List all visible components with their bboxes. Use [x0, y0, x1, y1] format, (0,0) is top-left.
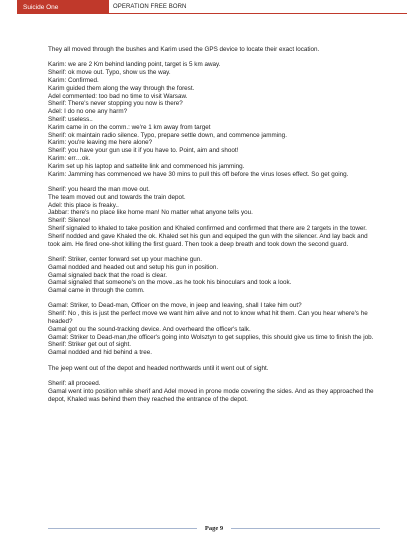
- page-footer: [48, 523, 380, 533]
- paragraph: [48, 46, 380, 54]
- chapter-title: OPERATION FREE BORN: [109, 0, 407, 14]
- book-title: Suicide One: [17, 0, 109, 14]
- text-line: They all moved through the bushes and Karim used the GPS device to locate their exact location.: [48, 46, 320, 53]
- text-line: Karim: Confirmed.: [48, 76, 99, 84]
- text-line: Gamal went into position while sherif and Adel moved in prone mode covering the sides. And as they approached the depot, Khaled was behind them they reached the entrance of the depot.: [48, 387, 374, 403]
- text-line: Karim: Jamming has commenced we have 30 mins to pull this off before the virus loses effect. So get going.: [48, 170, 349, 178]
- text-line: Sherif signaled to khaled to take position and Khaled confirmed and confirmed that there are 2 targets in the tower.: [48, 224, 367, 232]
- text-line: Karim came in on the comm.: we're 1 km away from target: [48, 123, 211, 131]
- text-line: Sherif: No , this is just the perfect move we want him alive and not to know what hit them. Can you hear where's he headed?: [48, 310, 368, 326]
- page-body: [48, 46, 380, 411]
- text-line: Karim guided them along the way through the forest.: [48, 84, 195, 92]
- page-number: Page 9: [204, 524, 224, 532]
- text-line: Sherif: ok maintain radio silence. Typo, prepare settle down, and commence jamming.: [48, 131, 287, 139]
- text-line: Sherif: you heard the man move out.: [48, 185, 150, 193]
- footer-rule-right: [231, 528, 380, 529]
- text-line: Gamal: Striker to Dead-man,the officer's going into Wolsztyn to get supplies, this should give us time to finish the job.: [48, 333, 374, 341]
- text-line: Sherif: useless..: [48, 115, 93, 123]
- footer-rule-left: [48, 528, 197, 529]
- text-line: Adel commented: too bad no time to visit Warsaw.: [48, 92, 188, 100]
- paragraph: [48, 302, 380, 357]
- text-line: Sherif: Striker, center forward set up your machine gun.: [48, 255, 202, 263]
- paragraph: [48, 365, 380, 373]
- text-line: Karim set up his laptop and sattelite link and commenced his jamming.: [48, 162, 245, 170]
- paragraph: [48, 256, 380, 295]
- text-line: Karim: we are 2 Km behind landing point, target is 5 km away.: [48, 61, 221, 69]
- text-line: The jeep went out of the depot and headed northwards until it went out of sight.: [48, 364, 269, 372]
- text-line: Karim: you're leaving me here alone?: [48, 139, 153, 147]
- text-line: Adel: this place is freaky..: [48, 201, 119, 209]
- text-line: Gamal nodded and hid behind a tree.: [48, 349, 152, 357]
- text-line: Sherif: There's never stopping you now is there?: [48, 100, 183, 108]
- text-line: Gamal got ou the sound-tracking device. And overheard the officer's talk.: [48, 325, 251, 333]
- text-line: Gamal signaled that someone's on the move..as he took his binoculars and took a look.: [48, 279, 292, 287]
- text-line: Gamal came in through the comm.: [48, 287, 145, 295]
- text-line: Jabbar: there's no place like home man! No matter what anyone tells you.: [48, 209, 253, 217]
- text-line: Sherif: ok move out. Typo, show us the way.: [48, 69, 171, 77]
- text-line: The team moved out and towards the train depot.: [48, 193, 186, 201]
- text-line: Sherif: all proceed.: [48, 380, 101, 388]
- paragraph: [48, 380, 380, 403]
- paragraph: [48, 61, 380, 178]
- text-line: Gamal: Striker, to Dead-man, Officer on the move, in jeep and leaving, shall I take him out?: [48, 302, 302, 310]
- paragraph: [48, 186, 380, 248]
- text-line: Sherif: Silence!: [48, 217, 91, 225]
- text-line: Gamal signaled back that the road is clear.: [48, 271, 168, 279]
- running-header: [17, 0, 407, 14]
- text-line: Sherif nodded and gave Khaled the ok. Khaled set his gun and equiped the gun with the silencer. And lay back and took aim. He fired one-shot killing the first guard. Then took a deep breath and took down the second guard.: [48, 232, 368, 248]
- text-line: Karim: err…ok.: [48, 154, 91, 162]
- text-line: Sherif: Striker get out of sight.: [48, 341, 131, 349]
- text-line: Adel: I do no one any harm?: [48, 108, 128, 116]
- text-line: Gamal nodded and headed out and setup his gun in position.: [48, 263, 219, 271]
- text-line: Sherif: you have your gun use it if you have to. Point, aim and shoot!: [48, 147, 239, 155]
